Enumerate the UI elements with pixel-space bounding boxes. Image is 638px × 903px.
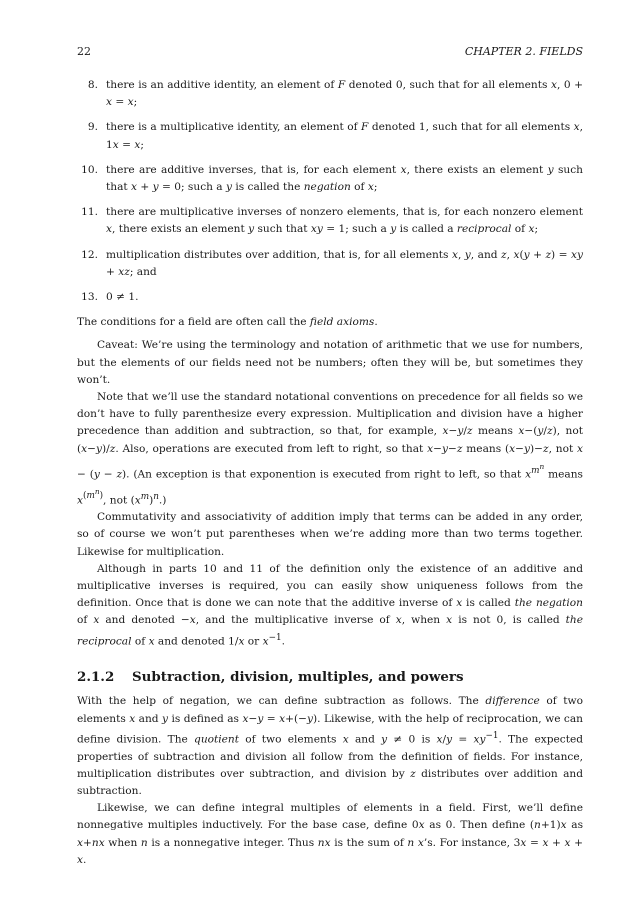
axiom-additive-inverses: there are additive inverses, that is, for each element x, there exists an element y such that x + y = 0; such a y is called the negation of x; <box>106 163 583 194</box>
list-item: 8. there is an additive identity, an element of F denoted 0, such that for all elements x, 0 + x = x; <box>77 77 583 111</box>
axiom-multiplicative-identity: there is a multiplicative identity, an element of F denoted 1, such that for all elements x, 1x = x; <box>106 121 583 151</box>
list-item: 10. there are additive inverses, that is, for each element x, there exists an element y such that x + y = 0; such a y is called the negation of x; <box>77 162 583 196</box>
paragraph-commutativity: Commutativity and associativity of addition imply that terms can be added in any order, so of course we won’t put parentheses when we’re adding more than two terms together. Likewise for multiplication. <box>77 511 583 558</box>
paragraph-uniqueness: Although in parts 10 and 11 of the definition only the existence of an additive and multiplicative inverses is required, you can easily show uniqueness follows from the definition. Once that is done we can note that the additive inverse of x is called the negation of x and denoted −x, and the multiplicative inverse of x, when x is not 0, is called the reciprocal of x and denoted 1/x or $x^{-1}$. <box>77 562 584 648</box>
list-item: 13. 0 ≠ 1. <box>77 289 583 306</box>
axiom-additive-identity: there is an additive identity, an element of F denoted 0, such that for all elements x, 0 + x = x; <box>106 79 583 109</box>
list-item: 12. multiplication distributes over addition, that is, for all elements x, y, and z, x(y + z) = xy + xz; and <box>77 247 583 281</box>
chapter-title: CHAPTER 2. FIELDS <box>464 45 583 58</box>
axiom-multiplicative-inverses: there are multiplicative inverses of nonzero elements, that is, for each nonzero element x, there exists an element y such that xy = 1; such a y is called a reciprocal of x; <box>106 206 583 236</box>
field-axioms-list <box>77 77 583 306</box>
paragraph-field-axioms: The conditions for a field are often call the field axioms. <box>77 316 378 329</box>
paragraph-subtraction-division: With the help of negation, we can define subtraction as follows. The difference of two elements x and y is defined as x−y = x+(−y). Likewise, with the help of reciprocation, we can define division. The quotient of two elements x and y ≠ 0 is $x/y = xy^{-1}$. The expected properties of subtraction and division all follow from the definition of fields. For instance, multiplication distributes over subtraction, and division by z distributes over addition and subtraction. <box>77 695 583 797</box>
axiom-nontrivial: 0 ≠ 1. <box>106 291 139 304</box>
paragraph-integral-multiples: Likewise, we can define integral multiples of elements in a field. First, we’ll define nonnegative multiples inductively. For the base case, define 0x as 0. Then define (n+1)x as x+nx when n is a nonnegative integer. Thus nx is the sum of n x’s. For instance, 3x = x + x + x. <box>77 802 584 866</box>
axiom-distributivity: multiplication distributes over addition, that is, for all elements x, y, and z, x(y + z) = xy + xz; and <box>106 248 583 278</box>
list-item: 9. there is a multiplicative identity, an element of F denoted 1, such that for all elements x, 1x = x; <box>77 119 583 153</box>
page-body <box>77 77 583 869</box>
section-title: Subtraction, division, multiples, and powers <box>132 669 464 686</box>
paragraph-caveat: Caveat: We’re using the terminology and notation of arithmetic that we use for numbers, but the elements of our fields need not be numbers; often they will be, but sometimes they won’t. <box>77 339 583 386</box>
section-number: 2.1.2 <box>77 669 115 686</box>
list-item: 11. there are multiplicative inverses of nonzero elements, that is, for each nonzero element x, there exists an element y such that xy = 1; such a y is called a reciprocal of x; <box>77 204 583 238</box>
section-heading <box>77 667 583 687</box>
paragraph-notation: Note that we’ll use the standard notational conventions on precedence for all fields so we don’t have to fully parenthesize every expression. Multiplication and division have a higher precedence than addition and subtraction, so that, for example, x−y/z means x−(y/z), not (x−y)/z. Also, operations are executed from left to right, so that x−y−z means (x−y)−z, not x − (y − z). (An exception is that exponention is executed from right to left, so that $x^{m^n}$ means $x^{(m^n)}$, not $(x^m)^n$.) <box>77 391 584 506</box>
running-header <box>77 43 583 60</box>
page-number: 22 <box>77 45 91 58</box>
